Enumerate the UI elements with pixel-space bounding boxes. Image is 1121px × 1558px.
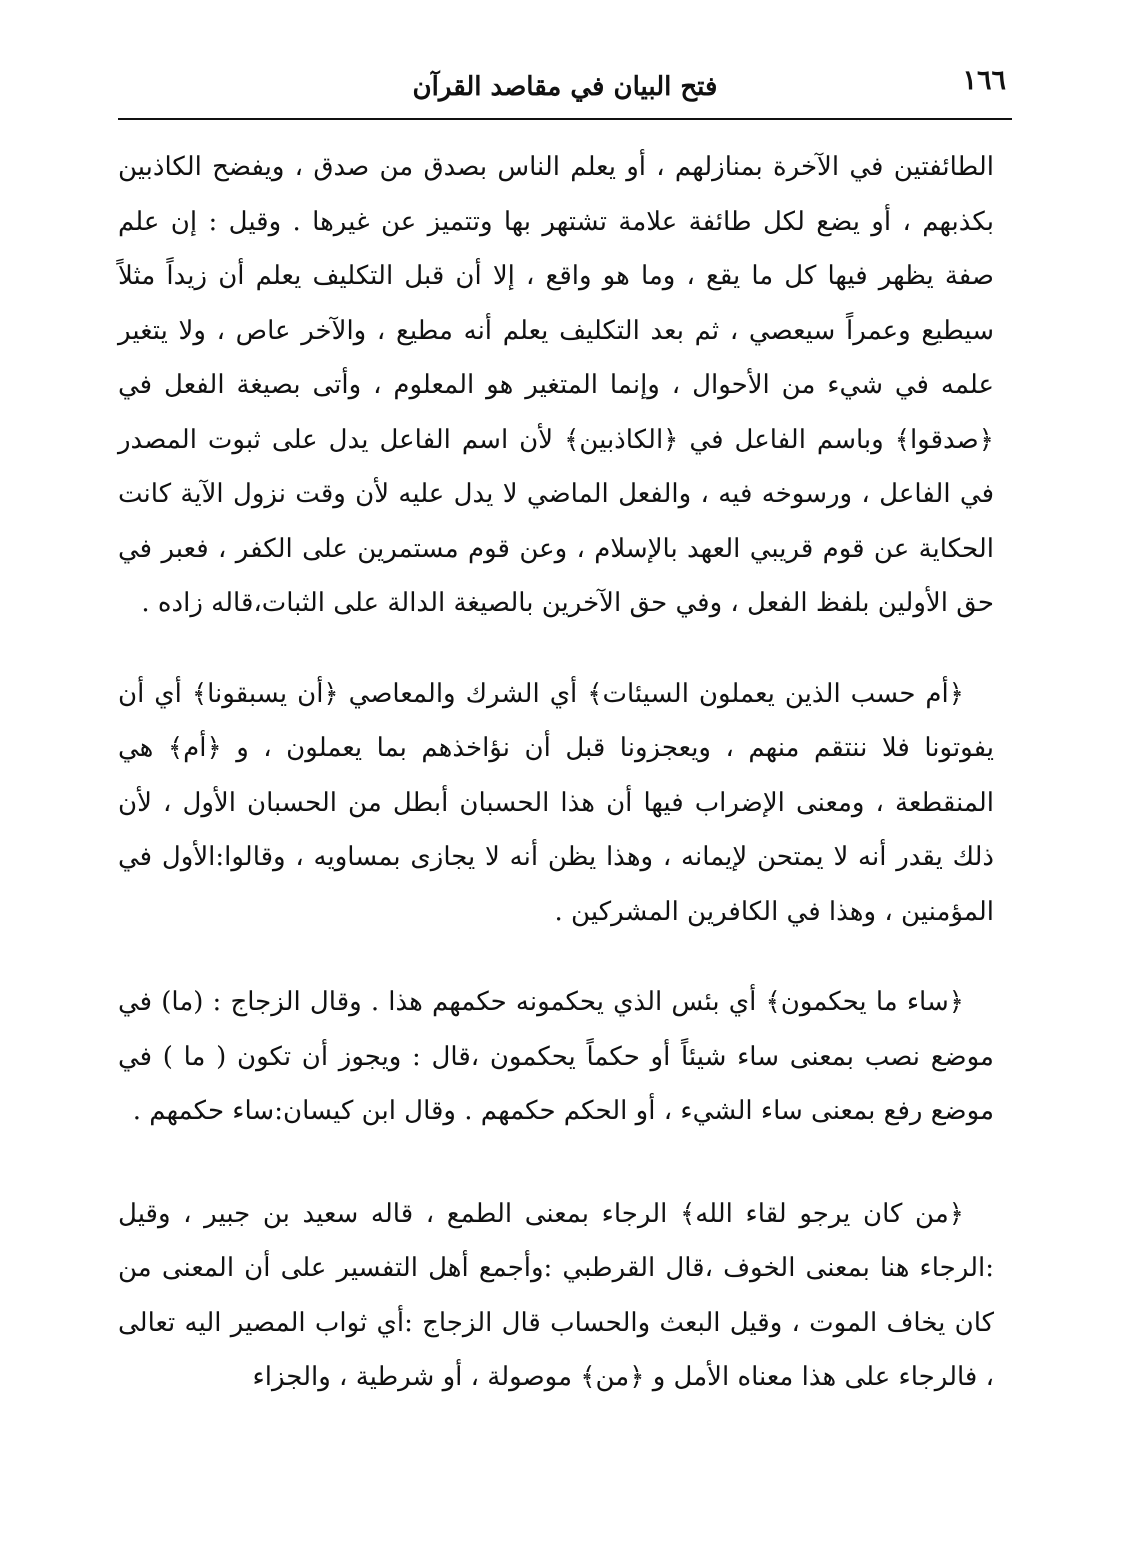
header-rule	[118, 118, 1012, 120]
page-body	[118, 140, 994, 1405]
running-title: فتح البيان في مقاصد القرآن	[412, 72, 718, 102]
paragraph-continuation: الطائفتين في الآخرة بمنازلهم ، أو يعلم الناس بصدق من صدق ، ويفضح الكاذبين بكذبهم ، أو يضع لكل طائفة علامة تشتهر بها وتتميز عن غيرها . وقيل : إن علم صفة يظهر فيها كل ما يقع ، وما هو واقع ، إلا أن قبل التكليف يعلم أن زيداً مثلاً سيطيع وعمراً سيعصي ، ثم بعد التكليف يعلم أنه مطيع ، والآخر عاص ، ولا يتغير علمه في شيء من الأحوال ، وإنما المتغير هو المعلوم ، وأتى بصيغة الفعل في ﴿صدقوا﴾ وباسم الفاعل في ﴿الكاذبين﴾ لأن اسم الفاعل يدل على ثبوت المصدر في الفاعل ، ورسوخه فيه ، والفعل الماضي لا يدل عليه لأن وقت نزول الآية كانت الحكاية عن قوم قريبي العهد بالإسلام ، وعن قوم مستمرين على الكفر ، فعبر في حق الأولين بلفظ الفعل ، وفي حق الآخرين بالصيغة الدالة على الثبات،قاله زاده .	[118, 152, 994, 618]
paragraph-verse-man-kana-yarju: ﴿من كان يرجو لقاء الله﴾ الرجاء بمعنى الطمع ، قاله سعيد بن جبير ، وقيل :الرجاء هنا بمعنى الخوف ،قال القرطبي :وأجمع أهل التفسير على أن المعنى من كان يخاف الموت ، وقيل البعث والحساب قال الزجاج :أي ثواب المصير اليه تعالى ، فالرجاء على هذا معناه الأمل و ﴿من﴾ موصولة ، أو شرطية ، والجزاء	[118, 1198, 994, 1392]
page-number: ١٦٦	[962, 65, 1006, 96]
running-header	[118, 58, 1012, 110]
paragraph-verse-am-hasiba: ﴿أم حسب الذين يعملون السيئات﴾ أي الشرك والمعاصي ﴿أن يسبقونا﴾ أي أن يفوتونا فلا ننتقم منهم ، ويعجزونا قبل أن نؤاخذهم بما يعملون ، و ﴿أم﴾ هي المنقطعة ، ومعنى الإضراب فيها أن هذا الحسبان أبطل من الحسبان الأول ، لأن ذلك يقدر أنه لا يمتحن لإيمانه ، وهذا يظن أنه لا يجازى بمساويه ، وقالوا:الأول في المؤمنين ، وهذا في الكافرين المشركين .	[118, 678, 994, 927]
paragraph-verse-saa-ma-yahkumun: ﴿ساء ما يحكمون﴾ أي بئس الذي يحكمونه حكمهم هذا . وقال الزجاج : (ما) في موضع نصب بمعنى ساء شيئاً أو حكماً يحكمون ،قال : ويجوز أن تكون ( ما ) في موضع رفع بمعنى ساء الشيء ، أو الحكم حكمهم . وقال ابن كيسان:ساء حكمهم .	[118, 987, 994, 1126]
